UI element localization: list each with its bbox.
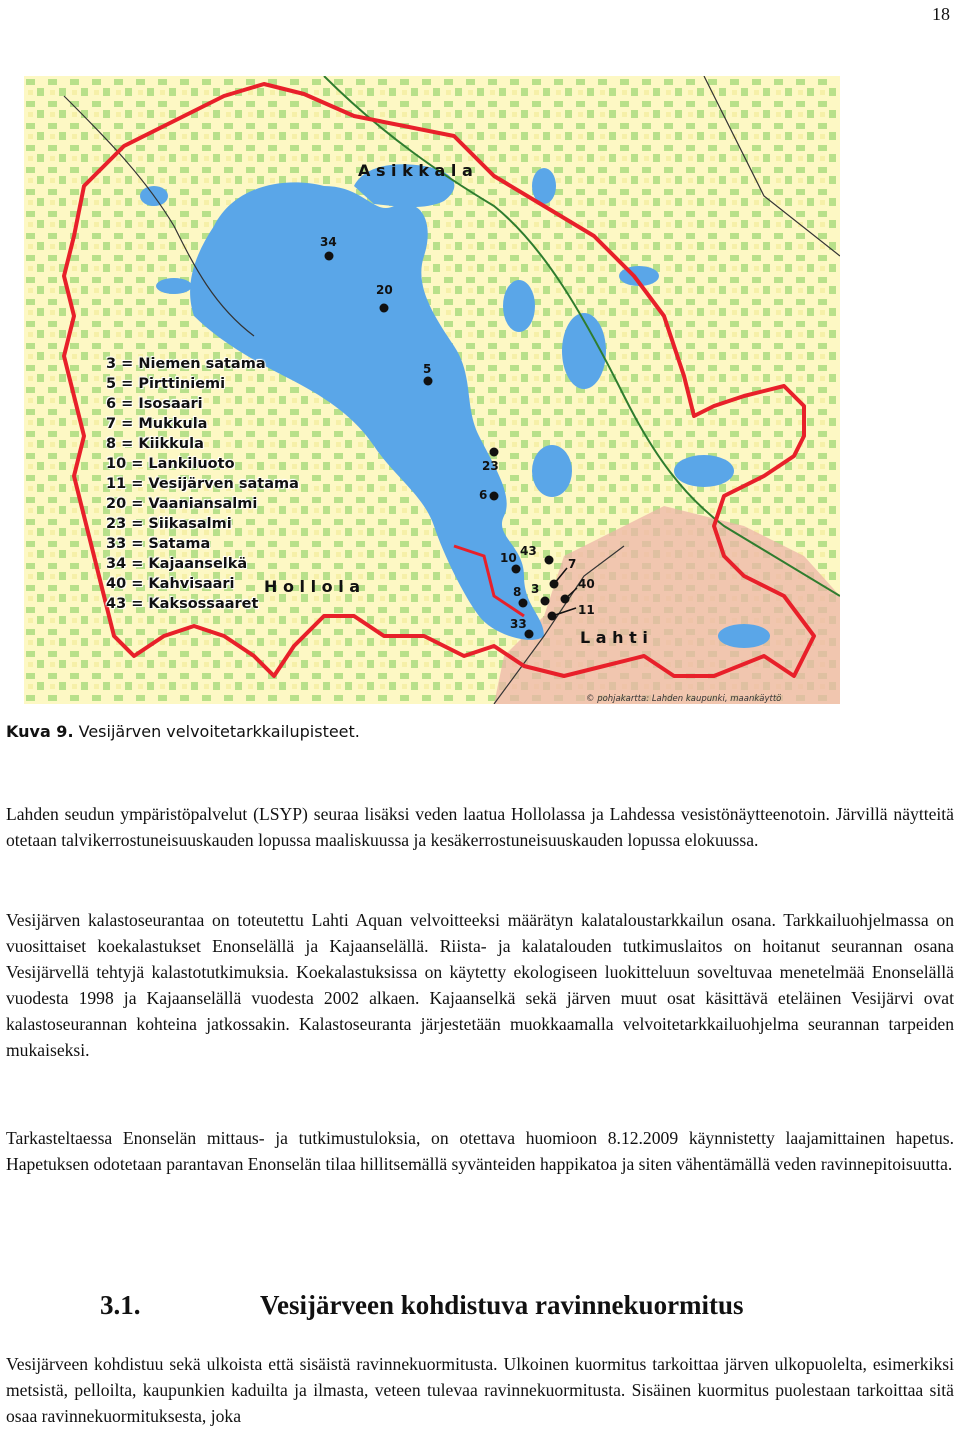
legend-item: 34 = Kajaanselkä xyxy=(106,556,248,572)
point-43-label: 43 xyxy=(520,544,537,558)
legend-item: 33 = Satama xyxy=(106,536,211,552)
legend-item: 5 = Pirttiniemi xyxy=(106,376,226,392)
point-7-label: 7 xyxy=(568,557,577,571)
point-43-marker xyxy=(545,556,554,565)
point-5-label: 5 xyxy=(423,362,432,376)
point-23-label: 23 xyxy=(482,459,499,473)
point-5-marker xyxy=(424,377,433,386)
point-3-label: 3 xyxy=(531,582,540,596)
lake-east-6 xyxy=(718,624,770,648)
point-3-marker xyxy=(541,597,550,606)
legend-item: 43 = Kaksossaaret xyxy=(106,596,259,612)
paragraph-oxygenation: Tarkasteltaessa Enonselän mittaus- ja tutkimustuloksia, on otettava huomioon 8.12.2009 käynnistetty laajamittainen hapetus. Hapetuksen odotetaan parantavan Enonselän tilaa hillitsemällä syvänteiden happikatoa ja siten vähentämällä veden ravinnepitoisuutta. xyxy=(6,1128,954,1174)
lake-west-2 xyxy=(156,278,192,294)
caption-label: Kuva 9. xyxy=(6,722,74,741)
legend-item: 10 = Lankiluoto xyxy=(106,456,235,472)
point-40-label: 40 xyxy=(578,577,595,591)
legend-item: 11 = Vesijärven satama xyxy=(106,476,299,492)
section-number: 3.1. xyxy=(100,1290,141,1320)
page-number: 18 xyxy=(932,4,950,24)
lake-east-2 xyxy=(503,280,535,332)
lake-east-5 xyxy=(674,455,734,487)
lake-north-1 xyxy=(532,168,556,204)
paragraph-monitoring: Lahden seudun ympäristöpalvelut (LSYP) seuraa lisäksi veden laatua Hollolassa ja Lahdessa vesistönäytteenotoin. Järvillä näytteitä otetaan talvikerrostuneisuuskauden lopussa maaliskuussa ja kesäkerrostuneisuuskauden lopussa elokuussa. xyxy=(6,804,954,850)
point-11-label: 11 xyxy=(578,603,595,617)
legend-item: 23 = Siikasalmi xyxy=(106,516,232,532)
legend-item: 20 = Vaaniansalmi xyxy=(106,496,258,512)
legend-item: 6 = Isosaari xyxy=(106,396,203,412)
map-legend xyxy=(106,354,299,614)
point-8-marker xyxy=(519,599,528,608)
point-34-label: 34 xyxy=(320,235,337,249)
place-hollola: H o l l o l a xyxy=(264,577,361,596)
point-20-marker xyxy=(380,304,389,313)
lake-east-1 xyxy=(562,313,606,389)
legend-item: 8 = Kiikkula xyxy=(106,436,204,452)
point-34-marker xyxy=(325,252,334,261)
point-6-label: 6 xyxy=(479,488,488,502)
caption-text: Vesijärven velvoitetarkkailupisteet. xyxy=(78,722,360,741)
point-23-marker xyxy=(490,448,499,457)
place-lahti: L a h t i xyxy=(580,628,648,647)
point-6-marker xyxy=(490,492,499,501)
legend-item: 7 = Mukkula xyxy=(106,416,208,432)
point-8-label: 8 xyxy=(513,585,522,599)
map-copyright: © pohjakartta: Lahden kaupunki, maankäyttö xyxy=(586,694,782,704)
lake-east-3 xyxy=(532,445,572,497)
figure-caption xyxy=(6,722,360,741)
point-10-marker xyxy=(512,565,521,574)
paragraph-fish-monitoring: Vesijärven kalastoseurantaa on toteutettu Lahti Aquan velvoitteeksi määrätyn kalataloustarkkailun osana. Tarkkailuohjelmassa on vuosittaiset koekalastukset Enonselällä ja Kajaanselällä. Riista- ja kalatalouden tutkimuslaitos on hoitanut seurannan osana Vesijärvellä tehtyjä kalastotutkimuksia. Koekalastuksissa on käytetty ekologiseen luokitteluun soveltuvaa menetelmää Enonselällä vuodesta 1998 ja Kajaanselällä vuodesta 2002 alkaen. Kajaanselkä sekä järven muut osat käsittävä eteläinen Vesijärvi ovat kalastoseurannan kohteina jatkossakin. Kalastoseuranta järjestetään muokkaamalla velvoitetarkkailuohjelma seurannan tarpeiden mukaiseksi. xyxy=(6,910,954,1060)
point-10-label: 10 xyxy=(500,551,517,565)
paragraph-nutrient-load: Vesijärveen kohdistuu sekä ulkoista että sisäistä ravinnekuormitusta. Ulkoinen kuormitus tarkoittaa järven ulkopuolelta, esimerkiksi metsistä, pelloilta, kaupunkien kaduilta ja ilmasta, veteen tulevaa ravinnekuormitusta. Sisäinen kuormitus puolestaan tarkoittaa sitä osaa ravinnekuormituksesta, joka xyxy=(6,1354,954,1426)
section-title: Vesijärveen kohdistuva ravinnekuormitus xyxy=(260,1290,744,1320)
place-asikkala: A s i k k a l a xyxy=(358,161,473,180)
point-33-label: 33 xyxy=(510,617,527,631)
legend-item: 3 = Niemen satama xyxy=(106,356,266,372)
point-20-label: 20 xyxy=(376,283,393,297)
legend-item: 40 = Kahvisaari xyxy=(106,576,235,592)
